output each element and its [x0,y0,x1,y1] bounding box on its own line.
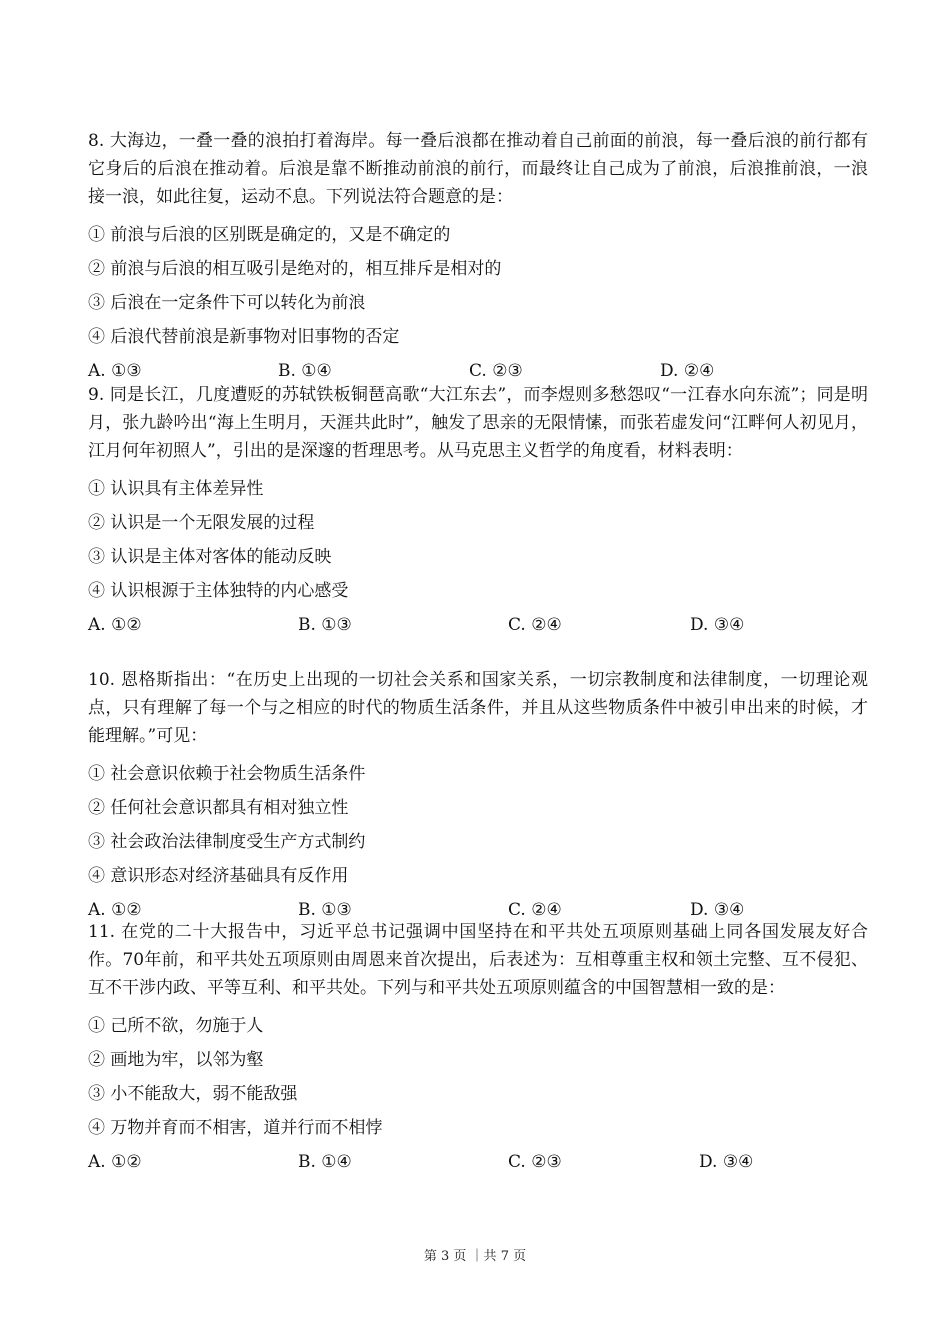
choice-b: B. ①③ [298,900,352,920]
choice-b: B. ①③ [298,615,352,635]
option-1: ① 社会意识依赖于社会物质生活条件 [88,764,366,784]
question-stem: 9. 同是长江，几度遭贬的苏轼铁板铜琶高歌“大江东去”，而李煜则多愁怨叹“一江春水向东流”；同是明月，张九龄吟出“海上生明月，天涯共此时”，触发了思亲的无限情愫，而张若虚发问“江畔何人初见月，江月何年初照人”，引出的是深邃的哲理思考。从马克思主义哲学的角度看，材料表明： [88,385,868,461]
question-stem: 11. 在党的二十大报告中，习近平总书记强调中国坚持在和平共处五项原则基础上同各国发展友好合作。70年前，和平共处五项原则由周恩来首次提出，后表述为：互相尊重主权和领土完整、互不侵犯、互不干涉内政、平等互利、和平共处。下列与和平共处五项原则蕴含的中国智慧相一致的是： [88,922,868,998]
choice-a: A. ①③ [88,361,142,381]
choice-d: D. ③④ [690,615,745,635]
choice-a: A. ①② [88,900,142,920]
option-4: ④ 万物并育而不相害，道并行而不相悖 [88,1118,383,1138]
answer-choices [88,900,868,920]
option-4: ④ 后浪代替前浪是新事物对旧事物的否定 [88,327,400,347]
option-2: ② 认识是一个无限发展的过程 [88,513,315,533]
option-2: ② 任何社会意识都具有相对独立性 [88,798,349,818]
answer-choices [88,615,868,635]
answer-choices [88,1152,868,1172]
option-1: ① 认识具有主体差异性 [88,479,264,499]
choice-d: D. ②④ [660,361,715,381]
option-4: ④ 认识根源于主体独特的内心感受 [88,581,349,601]
option-1: ① 前浪与后浪的区别既是确定的，又是不确定的 [88,225,451,245]
choice-c: C. ②③ [469,361,523,381]
choice-d: D. ③④ [699,1152,754,1172]
question-stem: 8. 大海边，一叠一叠的浪拍打着海岸。每一叠后浪都在推动着自己前面的前浪，每一叠后浪的前行都有它身后的后浪在推动着。后浪是靠不断推动前浪的前行，而最终让自己成为了前浪，后浪推前浪，一浪接一浪，如此往复，运动不息。下列说法符合题意的是： [88,131,868,207]
question-9 [88,381,868,635]
question-stem: 10. 恩格斯指出：“在历史上出现的一切社会关系和国家关系，一切宗教制度和法律制度，一切理论观点，只有理解了每一个与之相应的时代的物质生活条件，并且从这些物质条件中被引申出来的时候，才能理解。”可见： [88,670,868,746]
choice-c: C. ②④ [508,900,562,920]
choice-b: B. ①④ [298,1152,352,1172]
question-10 [88,666,868,920]
option-3: ③ 认识是主体对客体的能动反映 [88,547,332,567]
option-2: ② 前浪与后浪的相互吸引是绝对的，相互排斥是相对的 [88,259,502,279]
option-2: ② 画地为牢，以邻为壑 [88,1050,264,1070]
choice-d: D. ③④ [690,900,745,920]
option-3: ③ 社会政治法律制度受生产方式制约 [88,832,366,852]
choice-a: A. ①② [88,1152,142,1172]
page-footer: 第 3 页 ｜共 7 页 [423,1249,527,1264]
choice-c: C. ②③ [508,1152,562,1172]
option-4: ④ 意识形态对经济基础具有反作用 [88,866,349,886]
option-3: ③ 后浪在一定条件下可以转化为前浪 [88,293,366,313]
answer-choices [88,361,868,381]
choice-a: A. ①② [88,615,142,635]
option-3: ③ 小不能敌大，弱不能敌强 [88,1084,298,1104]
option-1: ① 己所不欲，勿施于人 [88,1016,264,1036]
question-11 [88,918,868,1172]
question-8 [88,127,868,381]
choice-c: C. ②④ [508,615,562,635]
choice-b: B. ①④ [278,361,332,381]
